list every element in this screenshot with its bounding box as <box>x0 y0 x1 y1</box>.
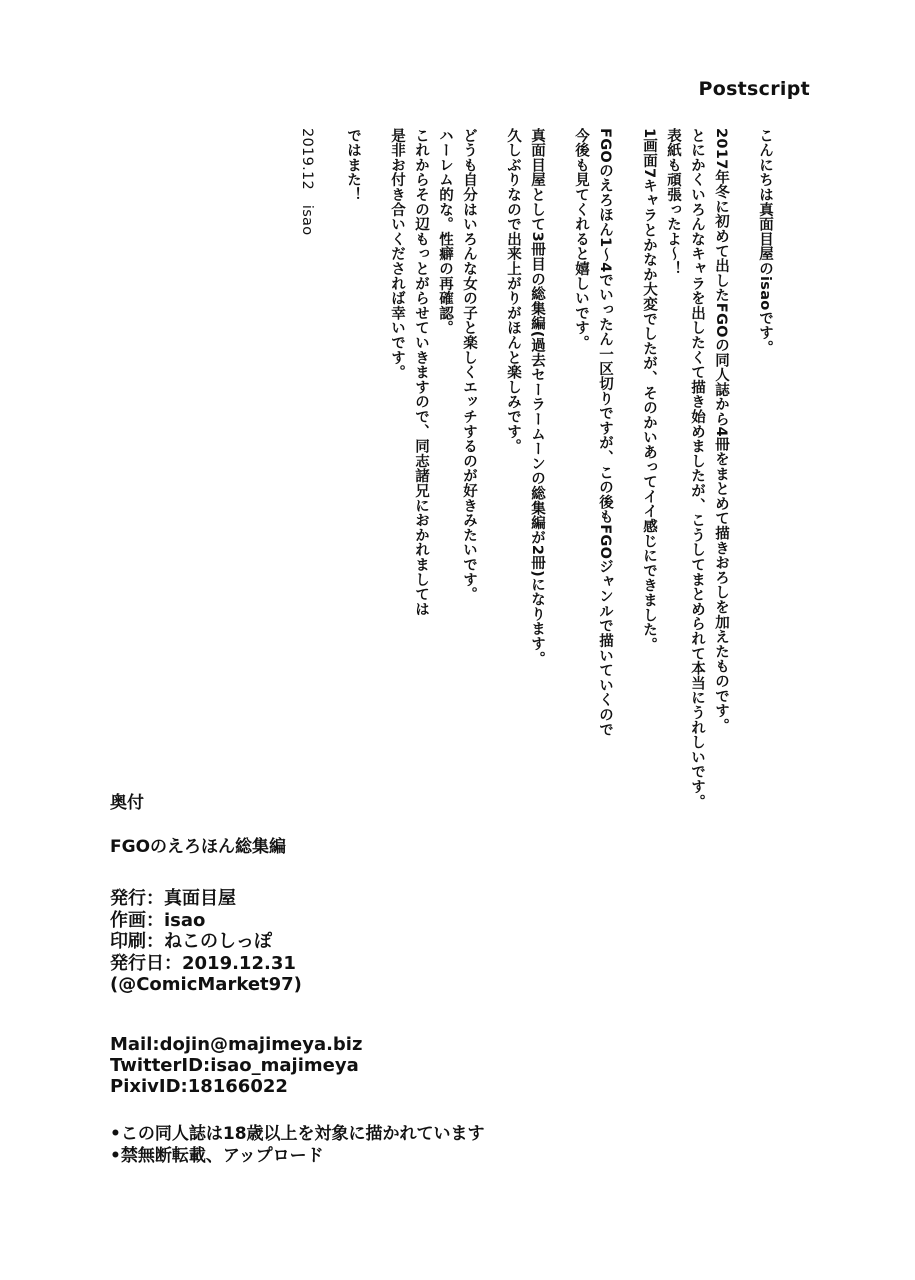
book-title: FGOのえろほん総集編 <box>110 837 287 857</box>
pixiv-id: PixivID:18166022 <box>110 1075 288 1097</box>
postscript-line: これからその辺もっとがらせていきますので、同志諸兄におかれましては <box>413 128 429 617</box>
paragraph-gap <box>365 128 385 908</box>
printer: 印刷：ねこのしっぽ <box>110 931 272 952</box>
postscript-line: 2017年冬に初めて出したFGOの同人誌から4冊をまとめて描きおろしを加えたものです。 <box>713 128 729 733</box>
postscript-body <box>295 128 777 908</box>
postscript-line: ハーレム的な。性癖の再確認。 <box>437 128 453 336</box>
colophon-heading: 奥付 <box>110 793 144 813</box>
paragraph-gap <box>733 128 753 908</box>
twitter-id: TwitterID:isao_majimeya <box>110 1054 359 1076</box>
publisher: 発行：真面目屋 <box>110 888 236 909</box>
paragraph-gap <box>481 128 501 908</box>
event: (@ComicMarket97) <box>110 974 302 995</box>
mail: Mail:dojin@majimeya.biz <box>110 1033 363 1055</box>
postscript-line: 是非お付き合いくだされば幸いです。 <box>389 128 405 380</box>
release-date: 発行日：2019.12.31 <box>110 952 296 974</box>
publication-info <box>110 888 485 996</box>
postscript-line: とにかくいろんなキャラを出したくて描き始めましたが、こうしてまとめられて本当にうれしいです。 <box>689 128 705 809</box>
notes <box>110 1123 485 1167</box>
postscript-line: 真面目屋として3冊目の総集編(過去セーラームーンの総集編が2冊)になります。 <box>529 128 545 666</box>
postscript-signature: 2019.12 isao <box>299 128 315 236</box>
postscript-line: 久しぶりなので出来上がりがほんと楽しみです。 <box>505 128 521 454</box>
postscript-line: 1画面7キャラとかなか大変でしたが、そのかいあってイイ感じにできました。 <box>641 128 657 652</box>
artist: 作画：isao <box>110 909 206 931</box>
postscript-line: 今後も見てくれると嬉しいです。 <box>573 128 589 350</box>
postscript-line: どうも自分はいろんな女の子と楽しくエッチするのが好きみたいです。 <box>461 128 477 602</box>
postscript-line: こんにちは真面目屋のisaoです。 <box>757 128 773 355</box>
paragraph-gap <box>617 128 637 908</box>
age-notice: •この同人誌は18歳以上を対象に描かれています <box>110 1123 485 1144</box>
postscript-line: ではまた！ <box>345 128 361 202</box>
paragraph-gap <box>549 128 569 908</box>
postscript-line: FGOのえろほん1〜4でいったん一区切りですが、この後もFGOジャンルで描いていくので <box>597 128 613 737</box>
contact-info <box>110 1034 485 1097</box>
copy-notice: •禁無断転載、アップロード <box>110 1145 324 1166</box>
postscript-line: 表紙も頑張ったよ〜！ <box>665 128 681 276</box>
postscript-title: Postscript <box>698 78 810 100</box>
colophon <box>110 792 485 1167</box>
